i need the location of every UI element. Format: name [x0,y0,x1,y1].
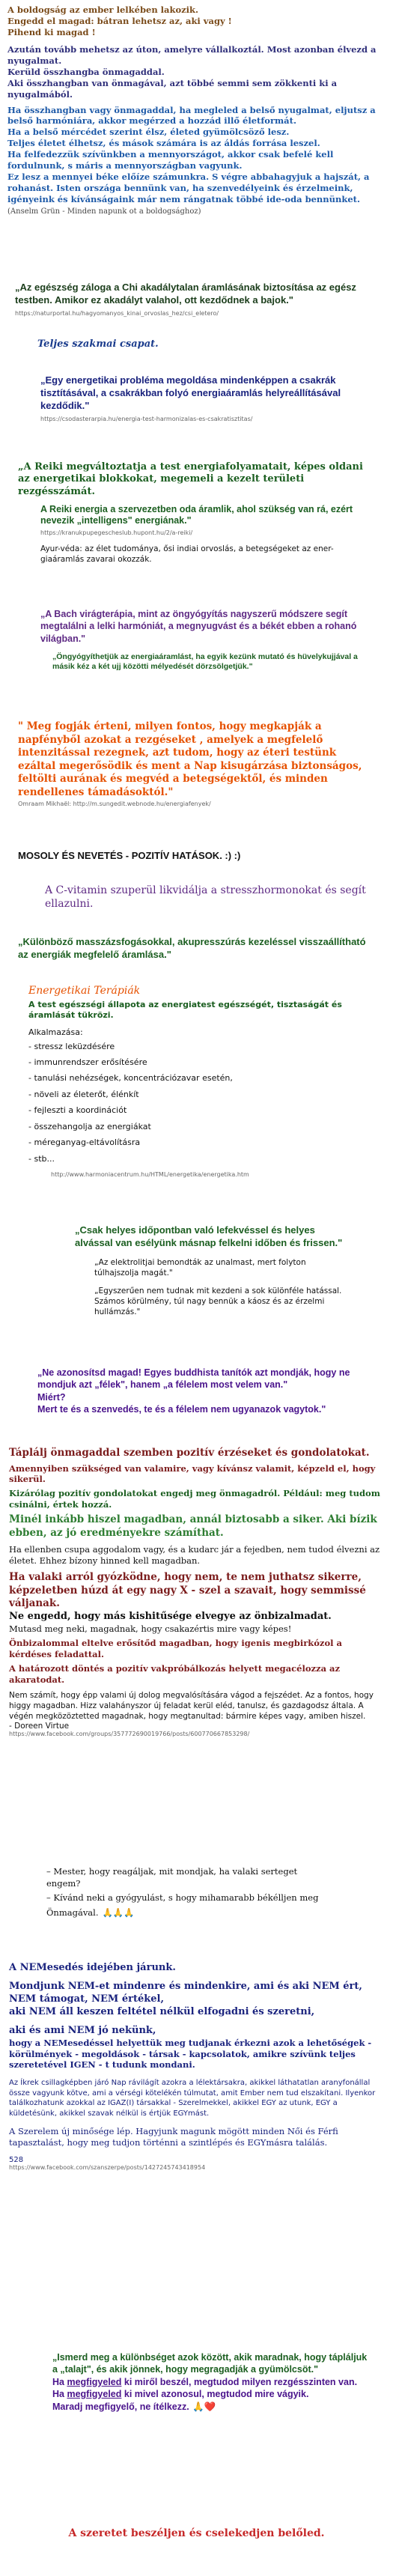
bach-quote: „A Bach virágterápia, mint az öngyógyítás nagyszerű módszere segít megtalálni a lelki harmóniát, a megnyugvást és a békét ebben a rohanó világban." [40,609,357,644]
buddhist-line-2: Miért? [37,1391,66,1403]
chaos-quote: „Egyszerűen nem tudnak mit kezdeni a sok különféle hatással. Számos körülmény, túl nagy bennük a káosz és az érzelmi hullámzás." [94,1287,342,1317]
belief-line-10: A határozott döntés a pozitív vakpróbálkozás helyett megacélozza az akaratodat. [9,1662,341,1685]
intro-line-11: Ez lesz a mennyei béke előíze számunkra. S végre abbahagyjuk a hajszát, a rohanást. Isten országa bennünk van, ha szenvedélyeink és érzelmeink, igényeink és kívánságaink már nem rángatnak többé ide-oda bennünket. [7,171,370,204]
list-item: - fejleszti a koordinációt [28,1105,127,1116]
intro-line-10: Ha felfedezzük szívünkben a mennyországot, akkor csak befelé kell fordulnunk, s máris a mennyországban vagyunk. [7,149,334,171]
observer-line-4: Maradj megfigyelő, ne ítélkezz. [52,2402,189,2412]
sunlight-section [0,720,393,807]
sunlight-url[interactable]: Omraam Mikhaël: http://m.sungedit.webnode.hu/energiafenyek/ [18,801,211,808]
energy-therapy-section [0,985,393,1178]
master-question: – Mester, hogy reagáljak, mit mondjak, ha valaki serteget engem? [46,1866,298,1889]
bach-section [0,608,393,672]
love-text: A szeretet beszéljen és cselekedjen belőled. [68,2527,325,2539]
intro-line-7: Ha összhangban vagy önmagaddal, ha megleled a belső nyugalmat, eljutsz a belső harmóniára, akkor megérzed a hozzád illő életformát. [7,104,376,127]
smile-heading: MOSOLY ÉS NEVETÉS - POZITÍV HATÁSOK. :) :) [18,850,241,861]
observer-section [0,2351,393,2414]
observer-line-3 [52,2388,371,2400]
nem-line-6: Az Íkrek csillagképben járó Nap rávilágít azokra a lélektársakra, akikkel láthatatlan aranyfonállal össze vagyunk kötve, ami a vérségi kötelékén túlmutat, amit Ember nem tud elszakítani. Ilyenkor találkozhatunk azokkal az IGAZ(I) társakkal - Szerelmekkel, akikkel EGY az utunk, EGY a küldetésünk, akikkel szavak nélkül is értjük EGYmást. [9,2079,376,2118]
reiki-url[interactable]: https://kranukpupegescheslub.hupont.hu/2/a-reiki/ [40,529,193,536]
belief-line-9: Önbizalommal eltelve erősítőd magadban, hogy igenis megbirkózol a kérdéses feladattal. [9,1637,342,1659]
list-item: - immunrendszer erősítésére [28,1057,147,1068]
intro-line-3: Pihend ki magad ! [7,26,96,37]
vitamin-section [0,884,393,911]
belief-line-1: Táplálj önmagaddal szemben pozitív érzéseket és gondolatokat. [9,1447,370,1459]
observer-line-3-underlined: megfigyeled [67,2388,122,2399]
list-item: - stressz leküzdésére [28,1041,115,1051]
belief-url[interactable]: https://www.facebook.com/groups/357772690019766/posts/600770667853298/ [9,1731,250,1738]
smile-section [0,850,393,861]
list-item: - tanulási nehézségek, koncentrációzavar esetén, [28,1073,233,1084]
list-item: - növeli az életerőt, élénkít [28,1089,139,1099]
belief-line-8: Mutasd meg neki, magadnak, hogy csakazértis mire vagy képes! [9,1623,292,1634]
nem-line-2: Mondjunk NEM-et mindenre és mindenkire, ami és aki NEM ért, NEM támogat, NEM értékel, [9,1981,362,2005]
intro-line-2: Engedd el magad: bátran lehetsz az, aki vagy ! [7,15,232,26]
buddhist-line-3: Mert te és a szenvedés, te és a félelem nem ugyanazok vagytok." [37,1403,326,1415]
sleep-section [0,1224,393,1318]
buddhist-section [0,1367,393,1415]
massage-quote: „Különböző masszázsfogásokkal, akupresszúrás kezeléssel visszaállítható az energiák megfelelő áramlása." [18,936,366,960]
belief-line-2: Amennyiben szükséged van valamire, vagy kívánsz valamit, képzeld el, hogy sikerül. [9,1462,376,1485]
belief-line-4: Minél inkább hiszel magadban, annál biztosabb a siker. Aki bízik ebben, az jó eredményekre számíthat. [9,1513,377,1539]
intro-line-5: Kerüld összhangba önmagaddal. [7,66,165,77]
observer-line-3-end: ki mivel azonosul, megtudod mire vágyik. [121,2388,309,2399]
team-heading: Teljes szakmai csapat. [37,338,159,350]
observer-line-2 [52,2376,371,2388]
nem-line-4: aki és ami NEM jó nekünk, [9,2024,156,2036]
intro-source: (Anselm Grün - Minden napunk ot a boldogsághoz) [7,207,201,216]
chi-quote: „Az egészség záloga a Chi akadálytalan áramlásának biztosítása az egész testben. Amikor ez akadályt valahol, ott kezdődnek a bajok." [15,282,356,306]
energy-therapy-title: Energetikai Terápiák [28,985,141,997]
reiki-quote-1: „A Reiki megváltoztatja a test energiafolyamatait, képes oldani az energetikai blokkokat, megemeli a kezelt területi rezgésszámát. [18,461,363,497]
belief-author: - Doreen Virtue [9,1722,70,1731]
self-belief-section [0,1447,393,1737]
nem-line-5: hogy a NEMesedéssel helyettük meg tudjanak érkezni azok a lehetőségek - körülmények - megoldások - társak - kapcsolatok, amikre szívünk teljes szeretetével IGEN - t tudunk mondani. [9,2037,372,2071]
energy-therapy-url[interactable]: http://www.harmoniacentrum.hu/HTML/energetika/energetika.htm [51,1171,249,1179]
energy-therapy-list [28,1039,371,1167]
sunlight-quote: " Meg fogják érteni, milyen fontos, hogy megkapják a napfényből azokat a rezgéseket , amelyek a megfelelő intenzitással rezegnek, azt tudom, hogy az éteri testünk ezáltal megerősödik és ment a Nap kisugárzása biztonságos, feltölti aurának és megvéd a betegségektől, és minden rendellenes támadásoktól." [18,720,362,798]
nem-line-7: A Szerelem új minősége lép. Hagyjunk magunk mögött minden Női és Férfi tapasztalást, hogy meg tudjon történni a szintlépés és EGYmásra találás. [9,2126,338,2148]
reiki-quote-2: A Reiki energia a szervezetben oda áramlik, ahol szükség van rá, ezért nevezik „intelligens" energiának." [40,503,353,526]
observer-line-2-underlined: megfigyeled [67,2376,122,2387]
belief-line-5: Ha ellenben csupa aggodalom vagy, és a kudarc jár a fejedben, nem tudod élvezni az életet. Ehhez bízony hinned kell magadban. [9,1544,380,1567]
self-healing-quote: „Öngyógyíthetjük az energiaáramlást, ha egyik kezünk mutató és hüvelykujjával a másik kéz a két ujj közötti mélyedését dörzsölgetjük." [52,651,358,672]
intro-line-8: Ha a belső mércédet szerint élsz, életed gyümölcsöző lesz. [7,127,290,138]
love-section [0,2527,393,2539]
ayurveda-text: Ayur-véda: az élet tudománya, ősi indiai orvoslás, a betegségeket az ener-giaáramlás zavarai okozzák. [40,544,334,565]
intro-line-6: Aki összhangban van önmagával, azt többé semmi sem zökkenti ki a nyugalmából. [7,77,338,100]
prayer-emoji: 🙏🙏🙏 [102,1907,135,1918]
belief-line-7: Ne engedd, hogy más kishitűsége elvegye az önbizalmadat. [9,1610,332,1622]
belief-line-6: Ha valaki arról gyózködne, hogy nem, te nem juthatsz sikerre, képzeletben húzd át egy nagy X - szel a szavait, hogy semmissé váljanak. [9,1571,366,1610]
vitamin-text: A C-vitamin szuperül likvidálja a stresszhormonokat és segít ellazulni. [45,884,366,911]
intro-section [0,4,393,216]
buddhist-line-1: „Ne azonosítsd magad! Egyes buddhista tanítók azt mondják, hogy ne mondjuk azt „félek", hanem „a félelem most velem van." [37,1367,350,1391]
list-item: - méreganyag-eltávolításra [28,1137,141,1148]
belief-line-11: Nem számít, hogy épp valami új dolog megvalósítására vágod a fejszédet. Az a fontos, hogy higgy magadban. Hizz valahányszor új feladat kerül eléd, tanulsz, és gazdagodsz általa. A végén megközöztetted magadnak, hogy megtanultad: bármire képes vagy, amiben hiszel. [9,1691,374,1721]
observer-quote: „Ismerd meg a különbséget azok között, akik maradnak, hogy tápláljuk a „talajt", és akik jönnek, hogy megragadják a gyümölcsöt." [52,2352,368,2375]
master-section [0,1866,393,1919]
nemesedes-section [0,1962,393,2171]
massage-section [0,936,393,962]
nem-number: 528 [9,2156,24,2165]
observer-line-3-start: Ha [52,2388,67,2399]
observer-line-2-end: ki miről beszél, megtudod milyen rezgésszinten van. [121,2376,358,2387]
nem-url[interactable]: https://www.facebook.com/szanszerpe/posts/1427245743418954 [9,2164,206,2172]
nem-line-1: A NEMesedés idejében járunk. [9,1962,176,1973]
chakra-section [0,374,393,422]
electrolyte-quote: „Az elektrolitjai bemondták az unalmast, mert folyton túlhajszolja magát." [94,1257,306,1278]
energy-therapy-apps-label: Alkalmazása: [28,1027,83,1037]
reiki-section [0,461,393,565]
sleep-quote: „Csak helyes időpontban való lefekvéssel és helyes alvással van esélyünk másnap felkelni időben és frissen." [75,1224,343,1248]
observer-line-2-start: Ha [52,2376,67,2387]
belief-line-3: Kizárólag pozitív gondolatokat engedj meg önmagadról. Például: meg tudom csinálni, értek hozzá. [9,1488,380,1510]
chi-url[interactable]: https://naturportal.hu/hagyomanyos_kinai_orvoslas_hez/csi_eletero/ [15,309,219,317]
nem-line-3: aki NEM áll keszen feltétel nélkül elfogadni és szeretni, [9,2005,315,2017]
intro-line-1: A boldogság az ember lelkében lakozik. [7,4,199,15]
chakra-quote: „Egy energetikai probléma megoldása mindenképpen a csakrák tisztításával, a csakrákban folyó energiaáramlás helyreállításával kezdődik." [40,374,341,411]
chakra-url[interactable]: https://csodasterarpia.hu/energia-test-harmonizalas-es-csakratisztitas/ [40,415,253,422]
list-item: - stb... [28,1153,55,1164]
list-item: - összehangolja az energiákat [28,1121,151,1131]
master-answer: – Kívánd neki a gyógyulást, s hogy mihamarabb békélljen meg Önmagával. [46,1892,319,1918]
chi-quote-section [0,282,393,317]
intro-line-9: Teljes életet élhetsz, és mások számára is az áldás forrása leszel. [7,138,320,149]
intro-line-4: Azután tovább mehetsz az úton, amelyre vállalkoztál. Most azonban élvezd a nyugalmat. [7,43,377,66]
energy-therapy-intro: A test egészségi állapota az energiatest egészségét, tisztaságát és áramlását tükrözi. [28,1000,342,1021]
heart-prayer-emoji: 🙏❤️ [192,2402,216,2412]
team-section [0,338,393,350]
